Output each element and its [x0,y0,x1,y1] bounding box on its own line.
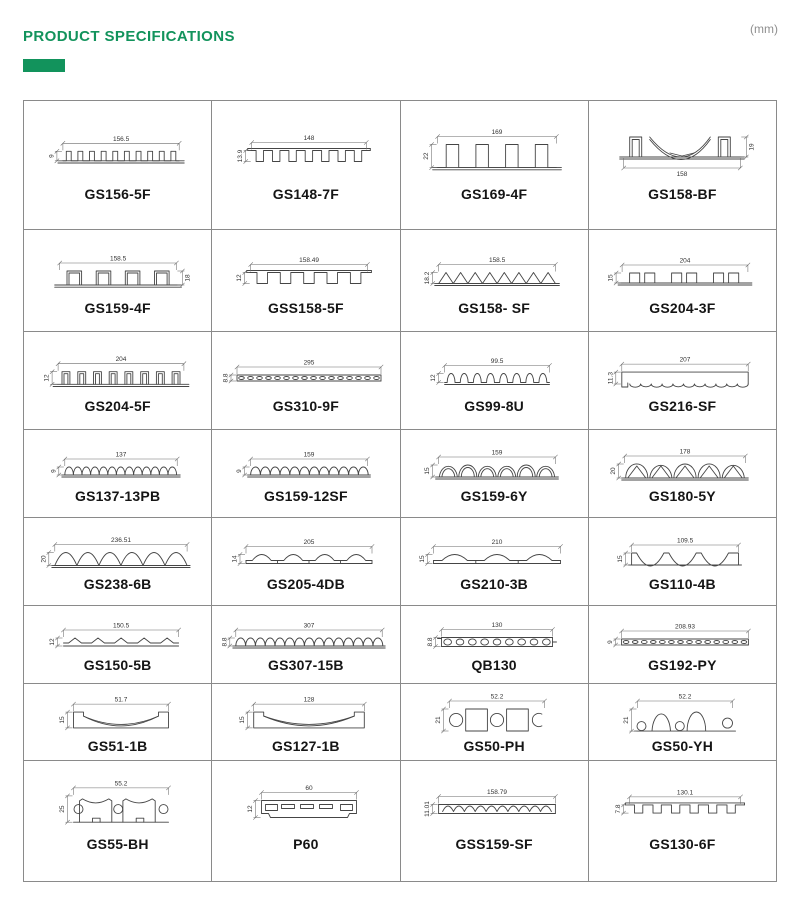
dimension-label: 18.2 [424,271,432,285]
profile-drawing [213,443,399,487]
product-code: GS158- SF [458,300,531,316]
product-code: GS158-BF [648,186,717,202]
dimension-label: 158.5 [489,257,506,264]
spec-cell-GS50-PH [400,684,588,760]
spec-cell-GS159-4F [24,230,211,331]
dimension-label: 158 [676,171,688,178]
dimension-label: 236.51 [110,537,131,544]
product-code: GS169-4F [461,186,528,202]
profile-drawing [25,691,211,737]
dimension-label: 128 [303,696,315,704]
dimension-label: 205 [303,539,315,546]
dimension-label: 204 [679,257,691,265]
product-code: GS50-YH [651,737,714,754]
product-code: GS137-13PB [74,488,161,504]
profile-drawing [589,771,775,835]
dimension-label: 204 [115,356,127,364]
dimension-label: 156.5 [112,135,129,143]
spec-cell-GS216-SF [588,332,776,429]
product-code: GS238-6B [83,576,152,592]
product-code: GS50-PH [463,737,525,754]
spec-row [24,331,776,429]
product-code: GS110-4B [648,576,716,592]
dimension-label: 20 [610,467,618,475]
spec-row [24,605,776,683]
dimension-label: 12 [236,274,244,282]
dimension-label: 52.2 [679,693,692,700]
spec-cell-GS130-6F [588,761,776,881]
spec-cell-GS310-9F [211,332,399,429]
dimension-label: 15 [58,715,66,724]
product-code: GSS158-5F [268,300,344,316]
product-code: GS159-12SF [264,488,348,504]
spec-cell-GS158-BF [588,101,776,229]
dimension-label: 21 [623,715,631,724]
profile-drawing [401,245,587,299]
product-code: GS204-3F [649,300,716,316]
product-code: GS150-5B [83,657,152,673]
dimension-label: 25 [58,805,66,813]
dimension-label: 52.2 [490,693,504,700]
dimension-label: 9 [235,469,243,473]
dimension-label: 130 [491,622,503,629]
dimension-label: 178 [679,448,691,456]
dimension-label: 99.5 [490,358,504,365]
dimension-label: 169 [491,129,503,136]
dimension-label: 307 [303,622,315,630]
spec-cell-GS192-PY [588,606,776,683]
profile-drawing [213,115,399,185]
profile-drawing [401,443,587,487]
dimension-label: 137 [115,451,127,459]
spec-cell-GS158-SF [400,230,588,331]
profile-drawing [589,531,775,575]
spec-cell-GS204-5F [24,332,211,429]
accent-block [23,59,65,72]
product-code: GS204-5F [84,398,151,414]
spec-cell-GS159-12SF [211,430,399,517]
spec-cell-GS137-13PB [24,430,211,517]
profile-drawing [589,616,775,656]
product-code: GS51-1B [87,737,148,754]
dimension-label: 8.8 [221,637,229,647]
dimension-label: 18 [184,274,192,282]
profile-drawing [25,245,211,299]
product-code: GSS159-SF [455,836,533,852]
spec-cell-P60 [211,761,399,881]
spec-row [24,517,776,605]
spec-table [23,100,777,882]
dimension-label: 21 [435,715,443,724]
product-code: GS180-5Y [648,488,716,504]
profile-drawing [589,443,775,487]
dimension-label: 60 [305,785,313,792]
profile-drawing [401,691,587,737]
dimension-label: 13.9 [237,149,245,163]
spec-cell-GS180-5Y [588,430,776,517]
product-code: P60 [293,836,319,852]
profile-drawing [589,347,775,397]
dimension-label: 12 [43,374,51,382]
profile-drawing [401,115,587,185]
product-code: GS210-3B [460,576,528,592]
profile-drawing [401,347,587,397]
spec-cell-GS169-4F [400,101,588,229]
product-code: GS192-PY [648,657,717,673]
dimension-label: 295 [303,359,315,367]
dimension-label: 15 [419,555,427,563]
dimension-label: 158.79 [487,789,508,796]
dimension-label: 207 [679,356,691,364]
spec-row [24,429,776,517]
spec-cell-GS99-8U [400,332,588,429]
profile-drawing [213,616,399,656]
spec-cell-GS307-15B [211,606,399,683]
product-code: GS310-9F [272,398,339,414]
dimension-label: 148 [303,135,315,142]
profile-drawing [213,347,399,397]
dimension-label: 159 [303,451,315,459]
dimension-label: 208.93 [675,623,696,631]
spec-cell-GS210-3B [400,518,588,605]
dimension-label: 19 [748,143,756,151]
dimension-label: 15 [424,467,432,475]
spec-cell-GS238-6B [24,518,211,605]
profile-drawing [589,245,775,299]
spec-cell-GS205-4DB [211,518,399,605]
dimension-label: 158.49 [299,257,319,264]
dimension-label: 14 [231,555,239,563]
product-code: GS307-15B [268,657,344,673]
profile-drawing [213,531,399,575]
dimension-label: 15 [239,715,247,724]
spec-row [24,760,776,881]
product-code: GS99-8U [464,398,524,414]
dimension-label: 55.2 [114,780,127,788]
product-code: GS130-6F [649,836,716,852]
spec-cell-GS150-5B [24,606,211,683]
spec-cell-GS204-3F [588,230,776,331]
profile-drawing [401,531,587,575]
product-code: GS159-6Y [460,488,528,504]
spec-cell-GSS159-SF [400,761,588,881]
profile-drawing [25,115,211,185]
profile-drawing [401,616,587,656]
profile-drawing [401,771,587,835]
dimension-label: 210 [491,539,503,546]
dimension-label: 8.8 [427,637,435,647]
spec-cell-GS156-5F [24,101,211,229]
dimension-label: 7.8 [615,804,623,814]
dimension-label: 11.3 [607,372,615,385]
profile-drawing [25,616,211,656]
dimension-label: 9 [607,640,615,644]
profile-drawing [213,245,399,299]
dimension-label: 109.5 [677,537,694,545]
spec-row [24,101,776,229]
page-title: PRODUCT SPECIFICATIONS [23,28,235,45]
profile-drawing [213,771,399,835]
product-code: GS55-BH [86,836,149,852]
profile-drawing [589,691,775,737]
spec-cell-GS55-BH [24,761,211,881]
dimension-label: 150.5 [112,622,129,630]
dimension-label: 159 [491,449,503,457]
dimension-label: 9 [49,469,57,473]
dimension-label: 22 [423,152,431,160]
dimension-label: 9 [48,154,56,158]
dimension-label: 11.01 [424,801,432,817]
spec-row [24,683,776,760]
profile-drawing [589,115,775,185]
profile-drawing [25,771,211,835]
product-code: QB130 [471,657,517,673]
product-code: GS216-SF [648,398,717,414]
dimension-label: 8.8 [222,373,230,383]
profile-drawing [25,531,211,575]
spec-row [24,229,776,331]
spec-cell-GS50-YH [588,684,776,760]
spec-cell-GS148-7F [211,101,399,229]
dimension-label: 12 [246,805,254,813]
profile-drawing [25,443,211,487]
unit-label: (mm) [750,22,778,36]
dimension-label: 130.1 [677,789,694,797]
spec-cell-GSS158-5F [211,230,399,331]
spec-cell-GS159-6Y [400,430,588,517]
spec-cell-GS127-1B [211,684,399,760]
product-code: GS127-1B [272,737,340,754]
dimension-label: 12 [430,374,438,382]
dimension-label: 158.5 [109,255,126,263]
dimension-label: 12 [48,638,56,646]
spec-cell-QB130 [400,606,588,683]
spec-cell-GS110-4B [588,518,776,605]
product-code: GS205-4DB [266,576,345,592]
dimension-label: 20 [39,555,47,563]
product-code: GS156-5F [84,186,151,202]
product-code: GS159-4F [84,300,151,316]
profile-drawing [213,691,399,737]
dimension-label: 15 [607,274,615,282]
dimension-label: 15 [617,555,625,563]
profile-drawing [25,347,211,397]
spec-cell-GS51-1B [24,684,211,760]
dimension-label: 51.7 [114,696,127,704]
product-code: GS148-7F [272,186,339,202]
